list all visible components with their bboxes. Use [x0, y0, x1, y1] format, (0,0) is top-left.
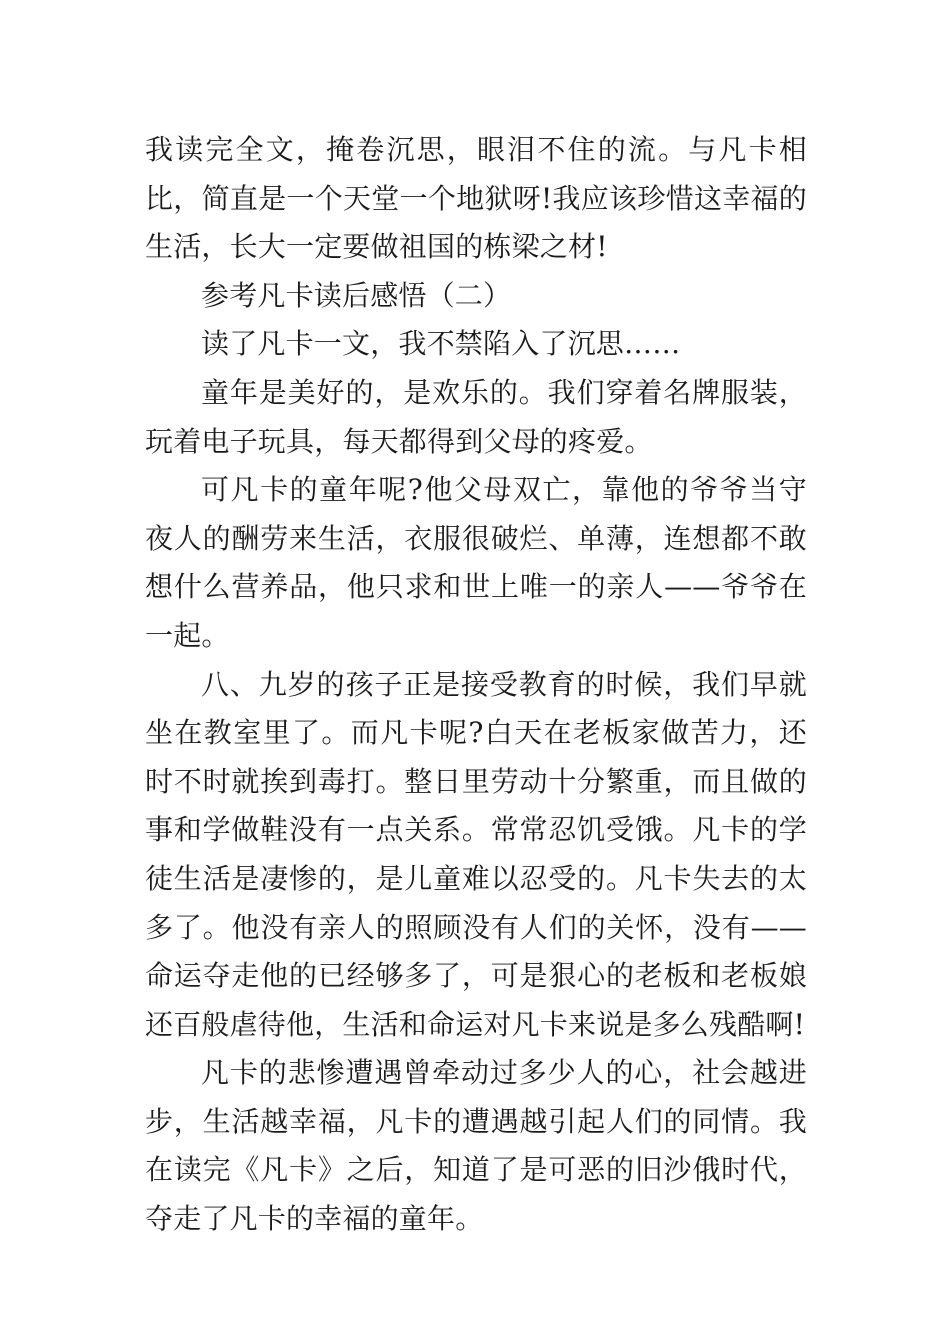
paragraph-2: 读了凡卡一文，我不禁陷入了沉思…… [201, 327, 681, 361]
paragraph-4: 可凡卡的童年呢?他父母双亡，靠他的爷爷当守夜人的酬劳来生活，衣服很破烂、单薄，连想都不敢想什么营养品，他只求和世上唯一的亲人——爷爷在一起。 [145, 473, 807, 652]
paragraph-5: 八、九岁的孩子正是接受教育的时候，我们早就坐在教室里了。而凡卡呢?白天在老板家做苦力，还时不时就挨到毒打。整日里劳动十分繁重，而且做的事和学做鞋没有一点关系。常常忍饥受饿。凡卡的学徒生活是凄惨的，是儿童难以忍受的。凡卡失去的太多了。他没有亲人的照顾没有人们的关怀，没有——命运夺走他的已经够多了，可是狠心的老板和老板娘还百般虐待他，生活和命运对凡卡来说是多么残酷啊! [145, 667, 807, 1041]
section-heading: 参考凡卡读后感悟（二） [201, 278, 512, 312]
document-body [145, 126, 807, 1244]
paragraph-6: 凡卡的悲惨遭遇曾牵动过多少人的心，社会越进步，生活越幸福，凡卡的遭遇越引起人们的同情。我在读完《凡卡》之后，知道了是可恶的旧沙俄时代，夺走了凡卡的幸福的童年。 [145, 1056, 807, 1236]
paragraph-3: 童年是美好的，是欢乐的。我们穿着名牌服装，玩着电子玩具，每天都得到父母的疼爱。 [145, 375, 807, 458]
paragraph-1: 我读完全文，掩卷沉思，眼泪不住的流。与凡卡相比，简直是一个天堂一个地狱呀!我应该珍惜这幸福的生活，长大一定要做祖国的栋梁之材! [145, 133, 807, 264]
